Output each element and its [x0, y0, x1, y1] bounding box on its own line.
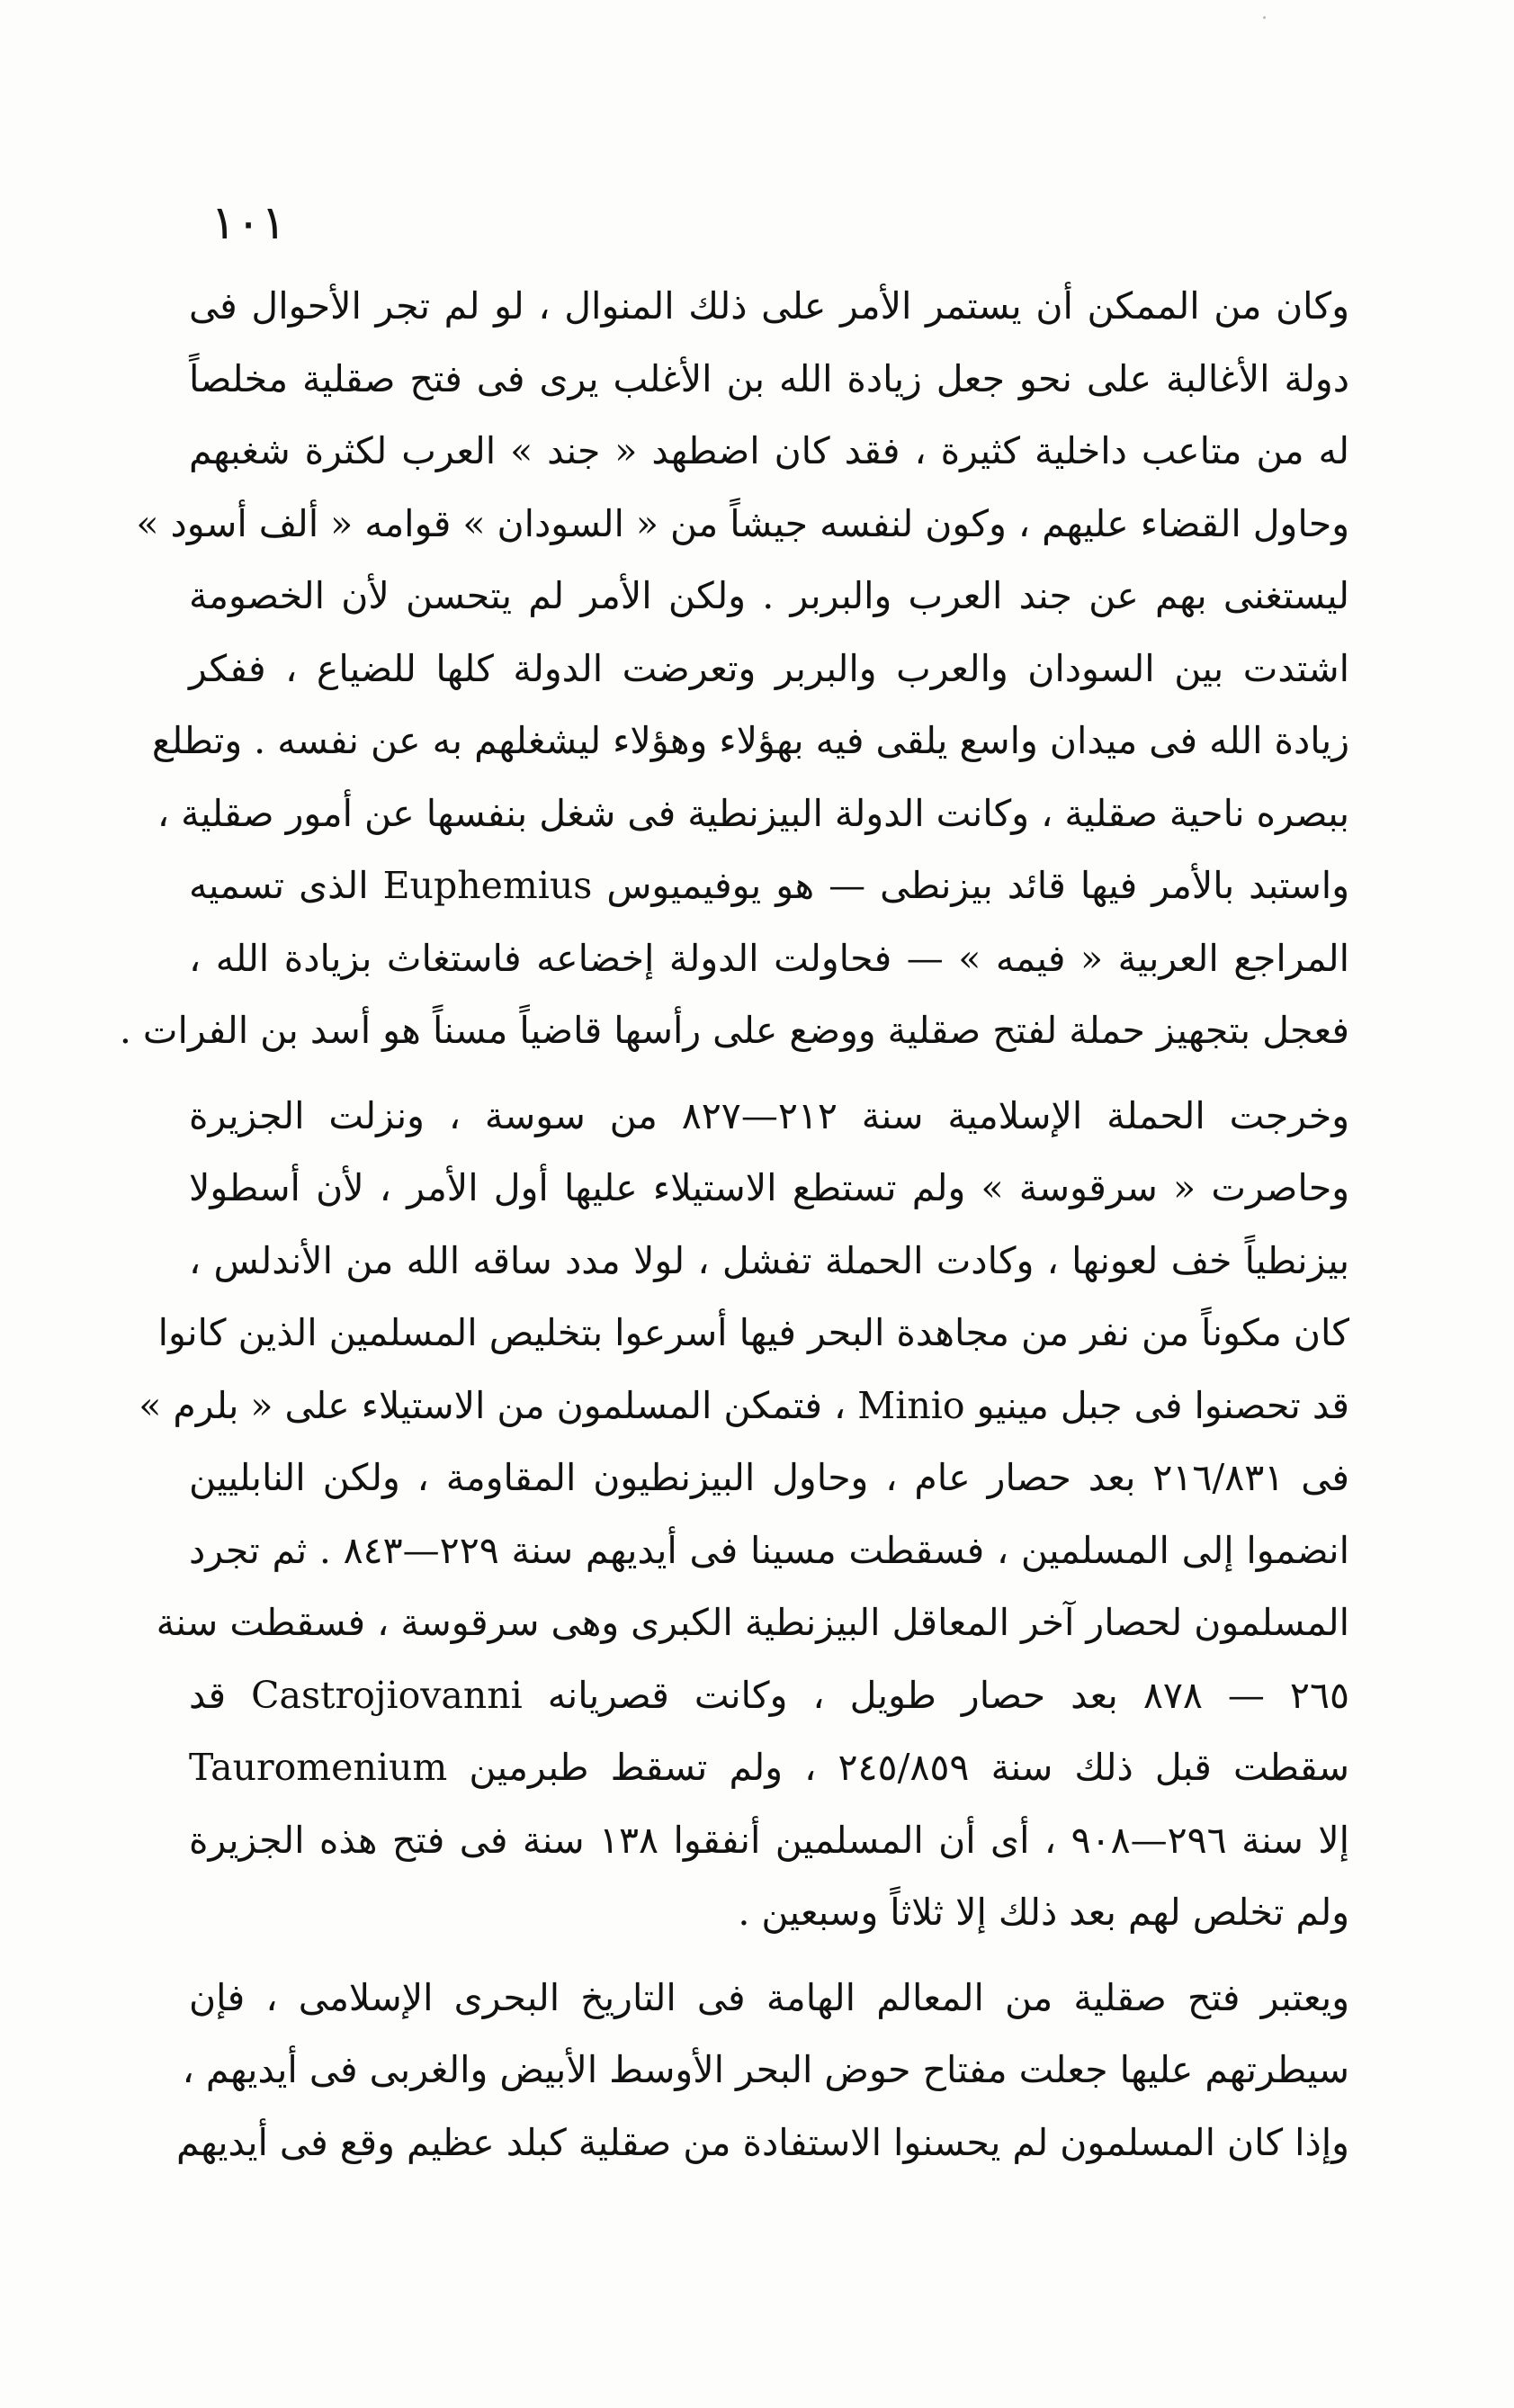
text-line: ولم تخلص لهم بعد ذلك إلا ثلاثاً وسبعين . — [738, 1891, 1349, 1934]
text-line: وحاول القضاء عليهم ، وكون لنفسه جيشاً من « السودان » قوامه « ألف أسود » — [136, 501, 1349, 545]
text-line: فعجل بتجهيز حملة لفتح صقلية ووضع على رأسها قاضياً مسناً هو أسد بن الفرات . — [119, 1009, 1349, 1052]
text-line: كان مكوناً من نفر من مجاهدة البحر فيها أسرعوا بتخليص المسلمين الذين كانوا — [157, 1311, 1349, 1354]
text-line: اشتدت بين السودان والعرب والبربر وتعرضت الدولة كلها للضياع ، ففكر — [189, 646, 1349, 690]
paragraph-3 — [175, 1962, 1349, 2179]
text-line: وإذا كان المسلمون لم يحسنوا الاستفادة من صقلية كبلد عظيم وقع فى أيديهم — [175, 2120, 1349, 2164]
text-line: واستبد بالأمر فيها قائد بيزنطى — هو يوفيميوس Euphemius الذى تسميه — [189, 864, 1349, 907]
paragraph-gap — [189, 1949, 1349, 1962]
text-line: وكان من الممكن أن يستمر الأمر على ذلك المنوال ، لو لم تجر الأحوال فى — [189, 284, 1349, 328]
paragraph-1 — [119, 270, 1349, 1067]
text-line: ويعتبر فتح صقلية من المعالم الهامة فى التاريخ البحرى الإسلامى ، فإن — [189, 1975, 1349, 2019]
text-line: قد تحصنوا فى جبل مينيو Minio ، فتمكن المسلمون من الاستيلاء على « بلرم » — [139, 1383, 1349, 1427]
text-line: المراجع العربية « فيمه » — فحاولت الدولة إخضاعه فاستغاث بزيادة الله ، — [189, 936, 1349, 980]
text-line: دولة الأغالبة على نحو جعل زيادة الله بن الأغلب يرى فى فتح صقلية مخلصاً — [189, 356, 1349, 400]
text-line: ليستغنى بهم عن جند العرب والبربر . ولكن الأمر لم يتحسن لأن الخصومة — [189, 574, 1349, 617]
text-line: ببصره ناحية صقلية ، وكانت الدولة البيزنطية فى شغل بنفسها عن أمور صقلية ، — [157, 791, 1349, 835]
text-line: زيادة الله فى ميدان واسع يلقى فيه بهؤلاء وهؤلاء ليشغلهم به عن نفسه . وتطلع — [151, 719, 1349, 762]
text-line: إلا سنة ٢٩٦—٩٠٨ ، أى أن المسلمين أنفقوا ١٣٨ سنة فى فتح هذه الجزيرة — [189, 1818, 1349, 1862]
text-line: له من متاعب داخلية كثيرة ، فقد كان اضطهد « جند » العرب لكثرة شغبهم — [189, 429, 1349, 472]
text-line: المسلمون لحصار آخر المعاقل البيزنطية الكبرى وهى سرقوسة ، فسقطت سنة — [156, 1601, 1349, 1644]
text-line: ٢٦٥ — ٨٧٨ بعد حصار طويل ، وكانت قصريانه Castrojiovanni قد — [189, 1673, 1349, 1717]
text-line: انضموا إلى المسلمين ، فسقطت مسينا فى أيديهم سنة ٢٢٩—٨٤٣ . ثم تجرد — [189, 1528, 1349, 1572]
scan-speck — [1263, 16, 1266, 19]
paragraph-gap — [189, 1067, 1349, 1080]
text-line: سقطت قبل ذلك سنة ٢٤٥/٨٥٩ ، ولم تسقط طبرمين Tauromenium — [189, 1746, 1349, 1789]
text-line: فى ٢١٦/٨٣١ بعد حصار عام ، وحاول البيزنطيون المقاومة ، ولكن النابليين — [189, 1456, 1349, 1499]
text-line: وحاصرت « سرقوسة » ولم تستطع الاستيلاء عليها أول الأمر ، لأن أسطولا — [189, 1166, 1349, 1209]
text-line: وخرجت الحملة الإسلامية سنة ٢١٢—٨٢٧ من سوسة ، ونزلت الجزيرة — [189, 1093, 1349, 1137]
body-text — [119, 270, 1349, 2179]
text-line: سيطرتهم عليها جعلت مفتاح حوض البحر الأوسط الأبيض والغربى فى أيديهم ، — [182, 2048, 1349, 2091]
page-number: ١٠١ — [211, 196, 286, 250]
text-line: بيزنطياً خف لعونها ، وكادت الحملة تفشل ، لولا مدد ساقه الله من الأندلس ، — [189, 1238, 1349, 1282]
paragraph-2 — [139, 1080, 1349, 1949]
